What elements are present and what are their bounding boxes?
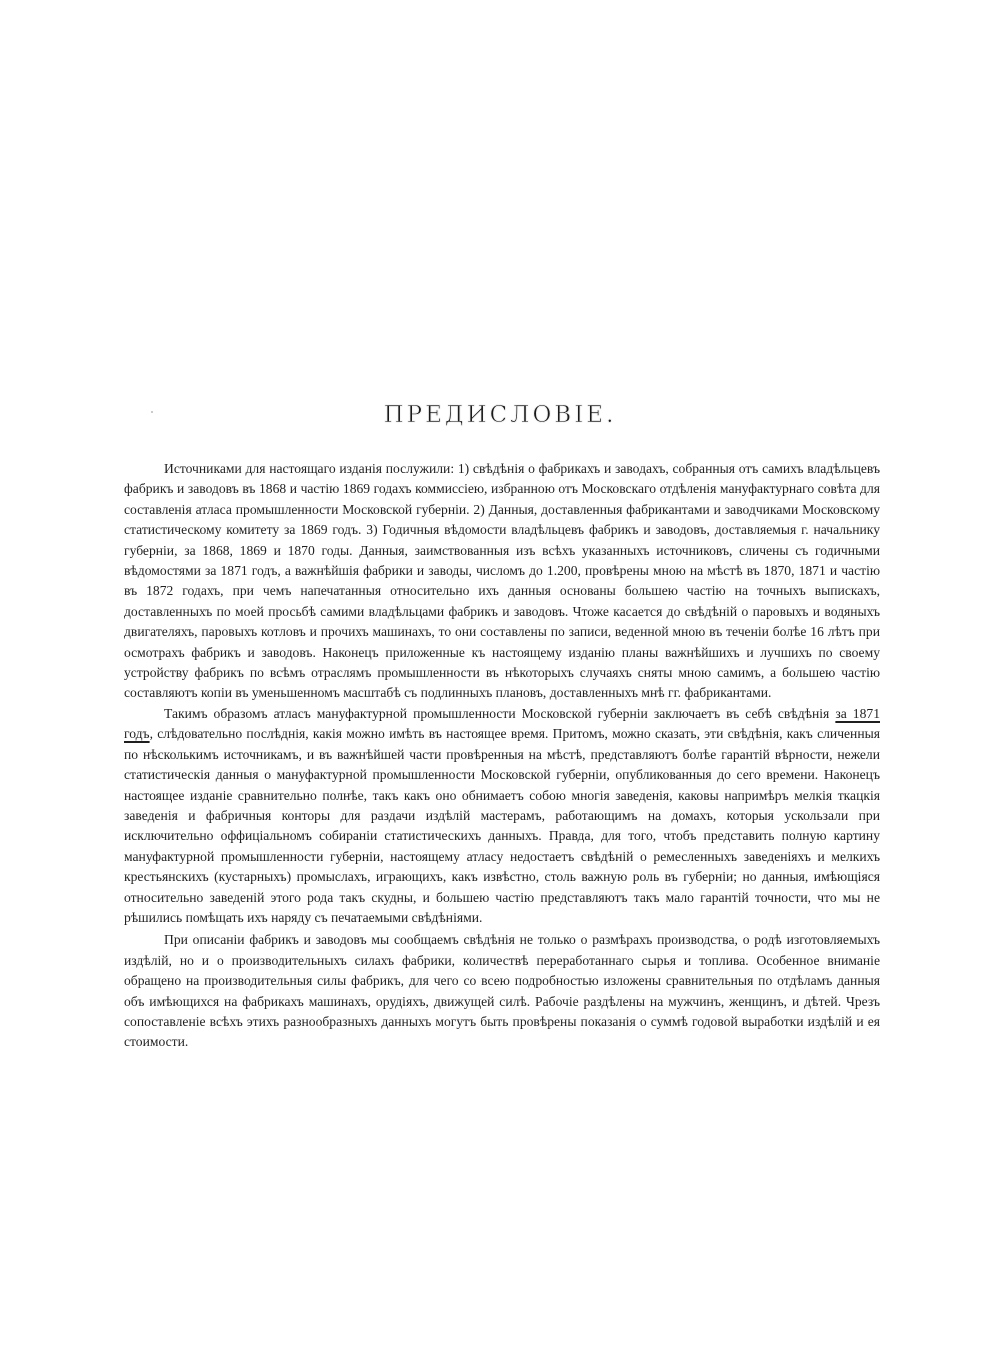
page-title <box>0 400 1000 430</box>
underlined-year: за 1871 годъ <box>124 705 880 742</box>
title-text: ПРЕДИСЛОВІЕ. <box>383 402 617 428</box>
paragraph-text-after: , слѣдовательно послѣднія, какія можно имѣть въ настоящее время. Притомъ, можно сказать, эти свѣдѣнія, какъ сличенныя по нѣсколькимъ источникамъ, и въ важнѣйшей части провѣренныя на мѣстѣ, представляютъ болѣе гарантій вѣрности, нежели статистическія данныя о мануфактурной промышленности Московской губерніи, опубликованныя до сего времени. Наконецъ настоящее изданіе сравнительно полнѣе, такъ какъ оно обнимаетъ собою многія заведенія, каковы напримѣръ мелкія ткацкія заведенія и фабричныя конторы для раздачи издѣлій мастерамъ, работающимъ на домахъ, которыя ускользали при исключительно оффиціальномъ собираніи статистическихъ данныхъ. Правда, для того, чтобъ представить полную картину мануфактурной промышленности губерніи, настоящему атласу недостаетъ свѣдѣній о ремесленныхъ заведеніяхъ и мелкихъ крестьянскихъ (кустарныхъ) промыслахъ, играющихъ, какъ извѣстно, столь важную роль въ губерніи; но данныя, имѣющіяся относительно заведеній этого рода такъ скудны, и большею частію представляютъ такъ мало гарантій точности, что мы не рѣшились помѣщать ихъ наряду съ печатаемыми свѣдѣніями. <box>124 726 880 925</box>
paragraph-atlas-contents <box>124 704 880 928</box>
preface-body <box>124 459 880 1053</box>
paragraph-description: При описаніи фабрикъ и заводовъ мы сообщаемъ свѣдѣнія не только о размѣрахъ производства, о родѣ изготовляемыхъ издѣлій, но и о производительныхъ силахъ фабрики, количествѣ переработаннаго сырья и топлива. Особенное вниманіе обращено на производительныя силы фабрикъ, для чего со всею подробностью изложены сравнительныя по отдѣламъ данныя объ имѣющихся на фабрикахъ машинахъ, орудіяхъ, движущей силѣ. Рабочіе раздѣлены на мужчинъ, женщинъ, и дѣтей. Чрезъ сопоставленіе всѣхъ этихъ разнообразныхъ данныхъ могутъ быть провѣрены показанія о суммѣ годовой выработки издѣлій и ея стоимости. <box>124 932 880 1050</box>
paragraph-sources: Источниками для настоящаго изданія послужили: 1) свѣдѣнія о фабрикахъ и заводахъ, собранныя отъ самихъ владѣльцевъ фабрикъ и заводовъ въ 1868 и частію 1869 годахъ коммиссіею, избранною отъ Московскаго отдѣленія мануфактурнаго совѣта для составленія атласа промышленности Московской губерніи. 2) Данныя, доставленныя фабрикантами и заводчиками Московскому статистическому комитету за 1869 годъ. 3) Годичныя вѣдомости владѣльцевъ фабрикъ и заводовъ, доставляемыя г. начальнику губерніи, за 1868, 1869 и 1870 годы. Данныя, заимствованныя изъ всѣхъ указанныхъ источниковъ, сличены съ годичными вѣдомостями за 1871 годъ, а важнѣйшія фабрики и заводы, числомъ до 1.200, провѣрены мною на мѣстѣ въ 1870, 1871 и частію въ 1872 годахъ, при чемъ напечатанныя относительно ихъ данныя основаны большею частію на точныхъ выпискахъ, доставленныхъ по моей просьбѣ самими владѣльцами фабрикъ и заводовъ. Чтоже касается до свѣдѣній о паровыхъ и водяныхъ двигателяхъ, паровыхъ котловъ и прочихъ машинахъ, то они составлены по записи, веденной мною въ теченіи болѣе 16 лѣтъ при осмотрахъ фабрикъ и заводовъ. Наконецъ приложенные къ настоящему изданію планы важнѣйшихъ и лучшихъ по своему устройству фабрикъ по всѣмъ отраслямъ промышленности въ нѣкоторыхъ случаяхъ сняты мною самимъ, а большею частію составляютъ копіи въ уменьшенномъ масштабѣ съ подлинныхъ плановъ, доставленныхъ мнѣ гг. фабрикантами. <box>124 461 880 701</box>
paragraph-text-before: Такимъ образомъ атласъ мануфактурной промышленности Московской губерніи заключаетъ въ себѣ свѣдѣнія <box>164 705 836 721</box>
